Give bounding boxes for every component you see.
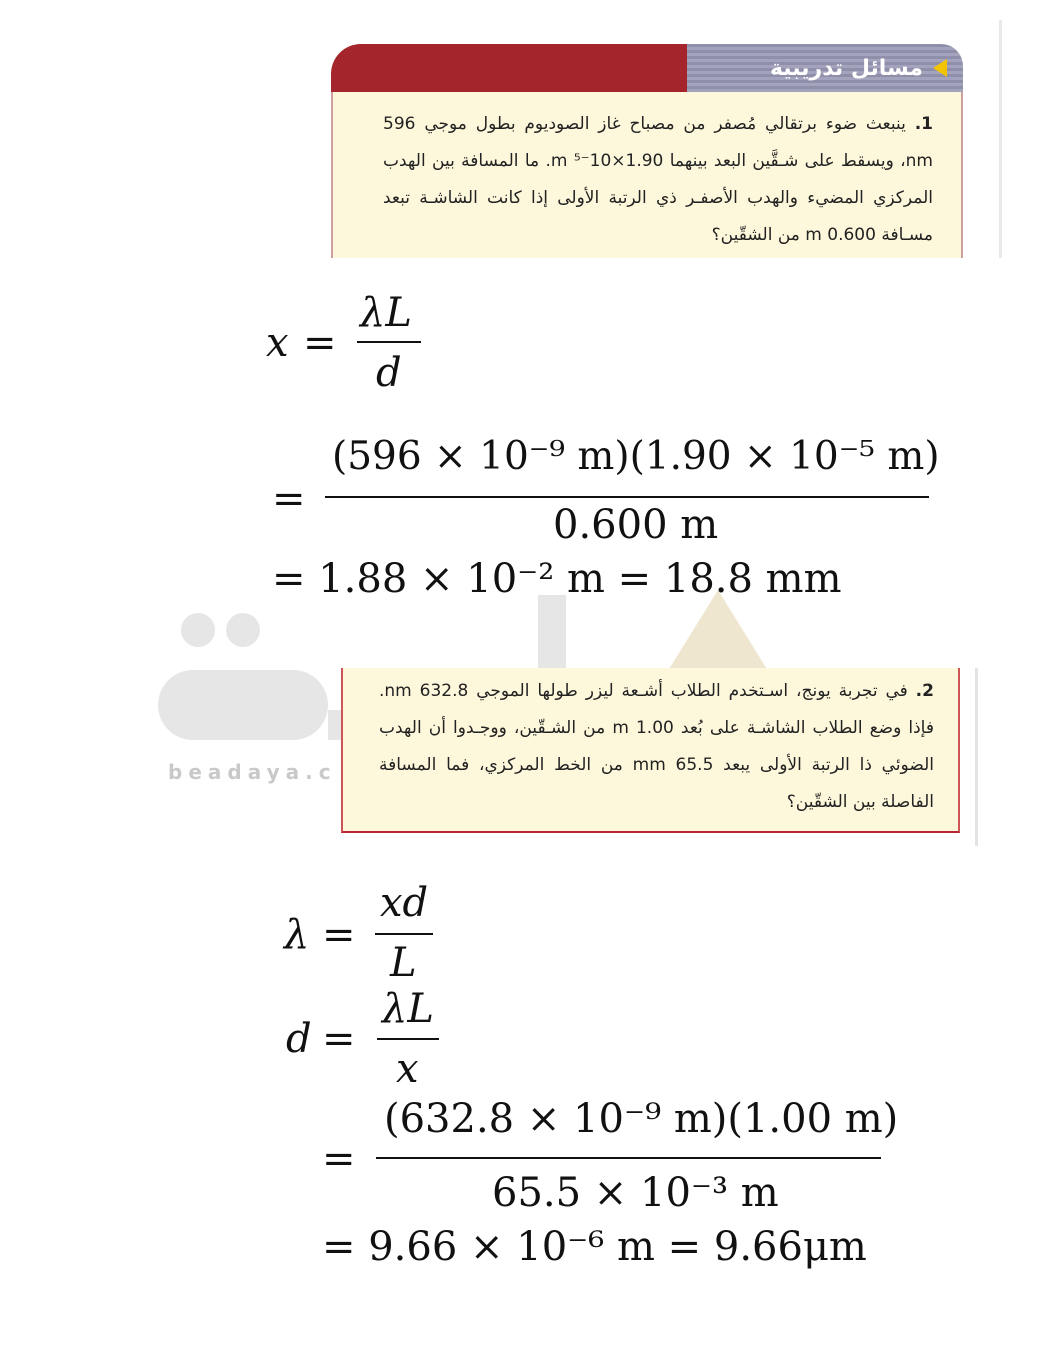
problem-2-text (379, 673, 934, 821)
problem-1-text (383, 106, 933, 254)
sol1-lhs: x (266, 320, 289, 366)
sol1-fraction-bar (357, 341, 421, 343)
sol2-line1-denominator: L (390, 940, 417, 986)
sol1-numerator: λL (360, 290, 412, 336)
sol2-sub-equals: = (322, 1136, 356, 1182)
sol1-equals: = (303, 320, 337, 366)
problem-number: 1. (914, 114, 934, 134)
sol2-line2-numerator: λL (382, 986, 434, 1032)
practice-problem-box-1 (331, 44, 963, 258)
sol1-sub-numerator: (596 × 10⁻⁹ m)(1.90 × 10⁻⁵ m) (332, 434, 940, 479)
sol2-line1-numerator: xd (380, 880, 429, 926)
sol2-line2-denominator: x (396, 1046, 419, 1092)
sol2-line2-equals: = (322, 1016, 356, 1062)
watermark-text: beadaya.c (168, 760, 337, 784)
sol1-sub-equals: = (272, 476, 306, 522)
header-tab (687, 44, 963, 92)
sol1-denominator: d (376, 350, 402, 396)
sol2-line1-equals: = (322, 912, 356, 958)
sol1-sub-denominator: 0.600 m (553, 502, 719, 548)
problem-1-body (331, 92, 963, 258)
section-title: مسائل تدريبية (769, 55, 923, 81)
page-edge-shadow (975, 668, 978, 846)
sol2-sub-denominator: 65.5 × 10⁻³ m (492, 1170, 779, 1216)
header-red-band (331, 44, 691, 92)
practice-problem-box-2 (341, 668, 960, 833)
sol2-line2-fraction-bar (377, 1038, 439, 1040)
problem-number: 2. (915, 681, 934, 701)
problem-statement: ينبعث ضوء برتقالي مُصفر من مصباح غاز الصوديوم بطول موجي 596 nm، ويسقط على شـقَّين البعد بينهما 1.90×10⁻⁵ m. ما المسافة بين الهدب المركزي المضيء والهدب الأصفـر ذي الرتبة الأولى إذا كانت الشاشـة تبعد مسـافة 0.600 m من الشقّين؟ (383, 114, 933, 245)
sol2-line1-fraction-bar (375, 933, 433, 935)
page-edge-shadow (999, 20, 1002, 258)
sol2-result: = 9.66 × 10⁻⁶ m = 9.66μm (322, 1224, 867, 1270)
sol2-line1-lhs: λ (284, 912, 310, 958)
sol1-result: = 1.88 × 10⁻² m = 18.8 mm (272, 556, 842, 602)
sol2-sub-numerator: (632.8 × 10⁻⁹ m)(1.00 m) (384, 1096, 899, 1142)
sol2-sub-fraction-bar (376, 1157, 881, 1159)
triangle-bullet-icon (933, 59, 947, 77)
sol2-line2-lhs: d (286, 1016, 312, 1062)
sol1-sub-fraction-bar (325, 496, 929, 498)
problem-statement: في تجربة يونج، اسـتخدم الطلاب أشـعة ليزر طولها الموجي 632.8 nm. فإذا وضع الطلاب الشاشـة على بُعد 1.00 m من الشـقّين، ووجـدوا أن الهدب الضوئي ذا الرتبة الأولى يبعد 65.5 mm من الخط المركزي، فما المسافة الفاصلة بين الشقّين؟ (379, 681, 934, 812)
